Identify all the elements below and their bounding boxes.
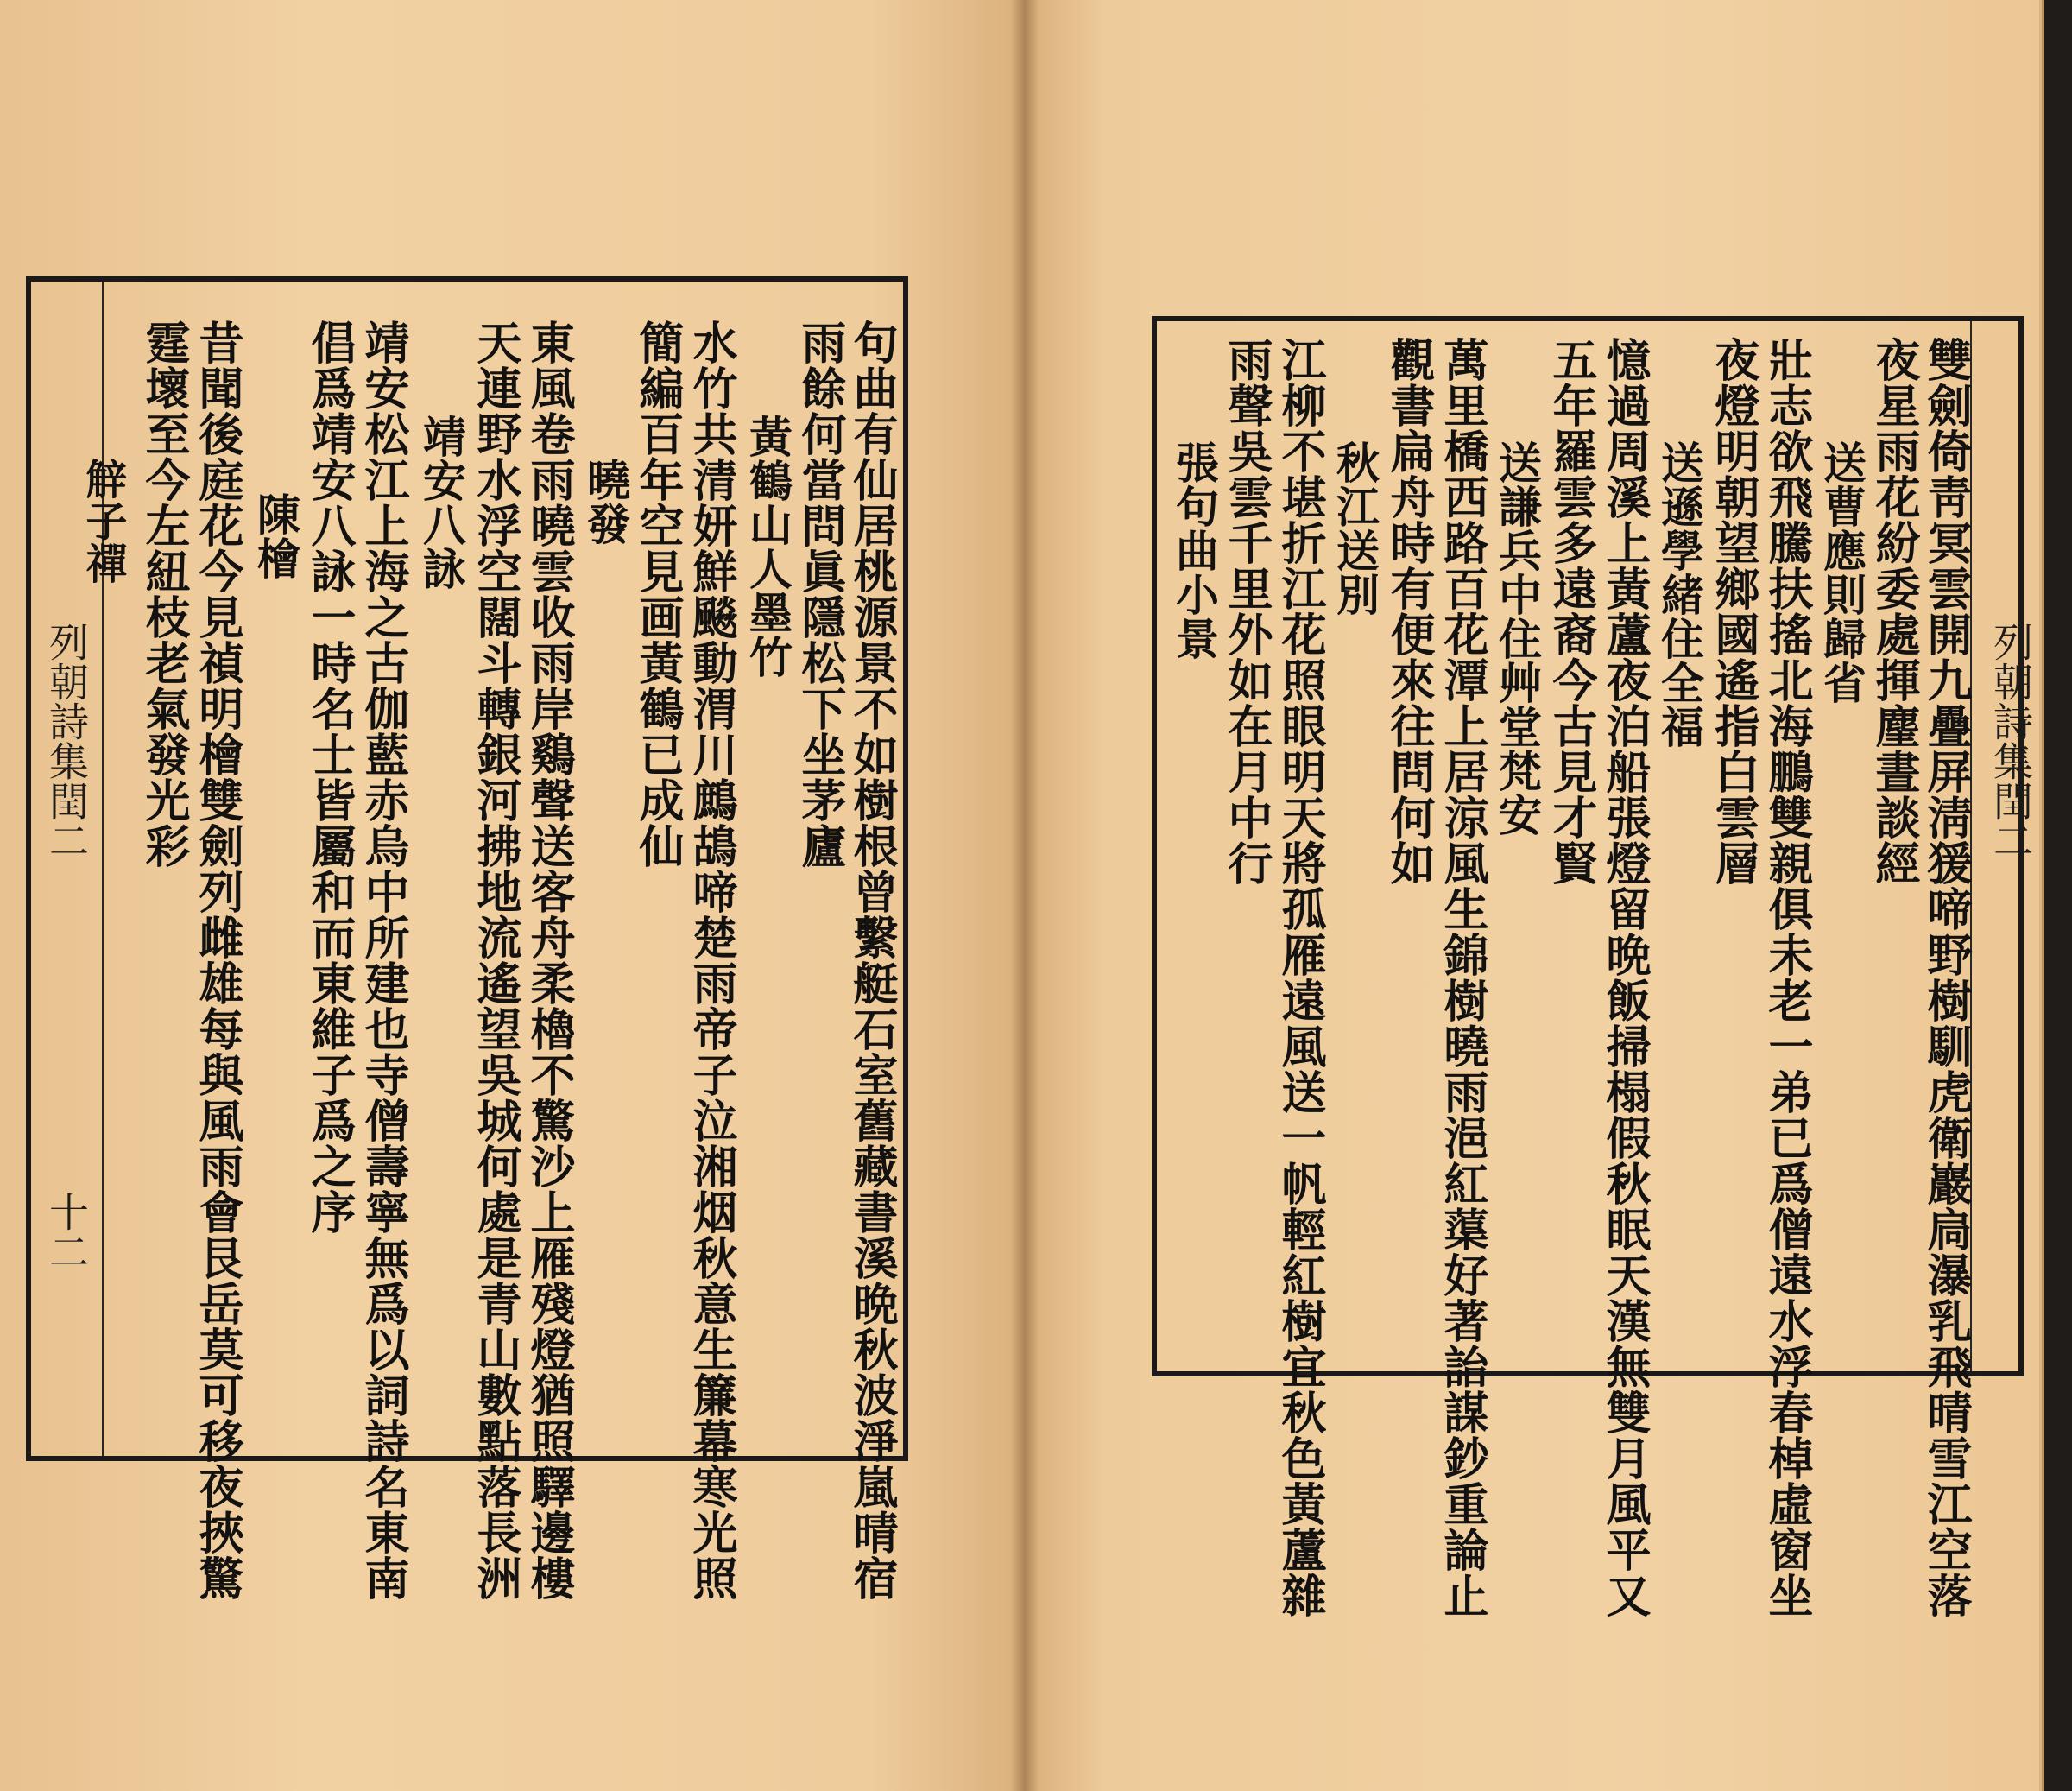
right-column-4: 壯志欲飛騰扶搖北海鵬雙親俱未老一弟已爲僧遠水浮春棹虛窗坐 [1760,337,1813,1618]
right-margin-title: 列朝詩集閏二 [1987,622,2034,860]
left-column-12: 陳檜 [250,492,301,580]
left-column-8: 天連野水浮空闊斗轉銀河拂地流遙望吳城何處是青山數點落長洲 [469,320,521,1601]
left-column-15: 觪子禪 [79,458,127,585]
left-column-13: 昔聞後庭花今見禎明檜雙劍列雌雄每與風雨會艮岳莫可移夜挾驚 [191,320,243,1601]
right-column-6: 送遜學緒住全福 [1654,440,1705,749]
background-edge [2044,0,2072,1791]
left-column-14: 霆壞至今左紐枝老氣發光彩 [137,320,190,869]
left-page-number: 十二 [43,1192,90,1271]
right-column-1: 雙劍倚靑冥雲開九疊屏淸猨啼野樹馴虎衛巖扃瀑乳飛晴雪江空落 [1919,337,1972,1618]
left-column-5: 簡編百年空見画黃鶴已成仙 [631,320,684,869]
right-column-5: 夜燈明朝望鄉國遙指白雲層 [1707,337,1759,886]
left-column-2: 雨餘何當問眞隱松下坐茅廬 [793,320,846,869]
left-column-9: 靖安八詠 [416,415,467,591]
left-column-10: 靖安松江上海之古伽藍赤烏中所建也寺僧壽寧無爲以詞詩名東南 [357,320,409,1601]
left-column-4: 水竹共清妍鮮飈動渭川鷓鴣啼楚雨帝子泣湘烟秋意生簾幕寒光照 [685,320,737,1601]
right-column-8: 五年羅雲多遠裔今古見才賢 [1545,337,1597,886]
right-column-10: 萬里橋西路百花潭上居涼風生錦樹曉雨浥紅蕖好著詒謀鈔重論止 [1436,337,1488,1618]
left-column-1: 句曲有仙居桃源景不如樹根曾繫艇石室舊藏書溪晩秋波淨嵐晴宿 [845,320,898,1601]
right-column-12: 秋江送別 [1330,440,1380,617]
right-column-11: 觀書扁舟時有便來往問何如 [1382,337,1435,886]
right-column-15: 張句曲小景 [1169,440,1220,661]
right-column-14: 雨聲吳雲千里外如在月中行 [1220,337,1273,886]
right-column-9: 送謙兵中住艸堂梵安 [1492,440,1543,837]
right-column-7: 憶過周溪上黃蘆夜泊船張燈留晩飯掃榻假秋眠天漢無雙月風平又 [1598,337,1651,1618]
right-column-2: 夜星雨花紛委處揮麈晝談經 [1867,337,1920,886]
left-column-11: 倡爲靖安八詠一時名士皆屬和而東維子爲之序 [303,320,356,1235]
book-gutter [1012,0,1038,1791]
left-column-6: 曉發 [580,458,631,546]
right-column-3: 送曹應則歸省 [1816,440,1867,705]
left-margin-title: 列朝詩集閏二 [43,622,90,860]
left-column-7: 東風卷雨曉雲收雨岸鷄聲送客舟柔櫓不驚沙上雁殘燈猶照驛邊樓 [522,320,575,1601]
left-column-3: 黃鶴山人墨竹 [742,415,793,679]
right-column-13: 江柳不堪折江花照眼明天將孤雁遠風送一帆輕紅樹宜秋色黃蘆雜 [1273,337,1326,1618]
